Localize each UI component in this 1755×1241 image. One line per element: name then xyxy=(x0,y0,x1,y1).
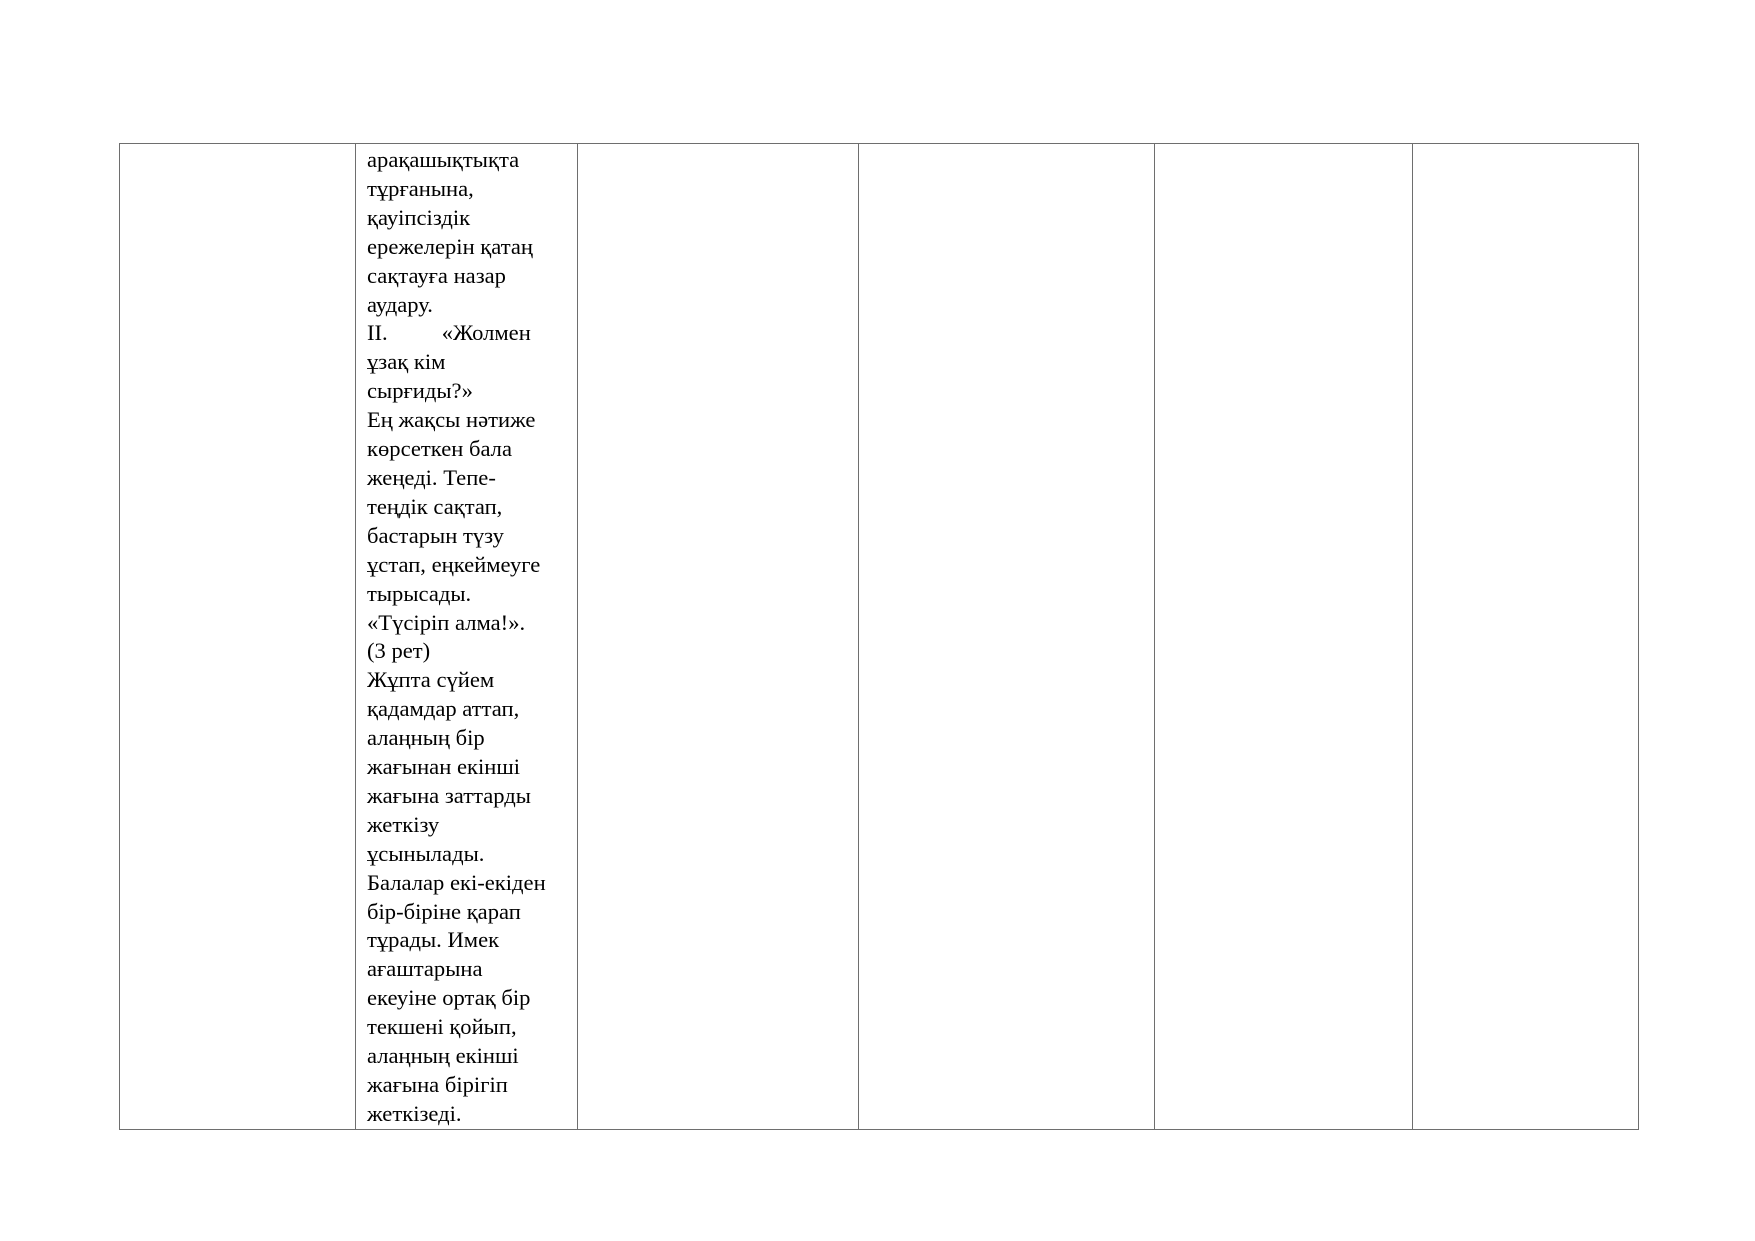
text-line: Жұпта сүйем xyxy=(367,667,495,693)
text-line: тұрғанына, xyxy=(367,175,474,201)
text-line: ұсынылады. xyxy=(367,840,485,866)
text-line: жағынан екінші xyxy=(367,754,520,780)
text-line: жеткізеді. xyxy=(367,1100,462,1126)
text-line: жағына заттарды xyxy=(367,782,531,808)
text-line: жеңеді. Тепе- xyxy=(367,464,496,490)
table-cell-col-2 xyxy=(356,144,578,1130)
text-line: аудару. xyxy=(367,291,433,317)
text-line: қадамдар аттап, xyxy=(367,696,520,722)
table-row xyxy=(120,144,1639,1130)
text-line: алаңның бір xyxy=(367,725,485,751)
cell-text-block xyxy=(356,144,577,1129)
text-line: қауіпсіздік xyxy=(367,204,471,230)
text-line: арақашықтықта xyxy=(367,147,520,172)
text-line: (3 рет) xyxy=(367,638,431,664)
text-line: Ең жақсы нәтиже xyxy=(367,407,536,433)
text-line: Балалар екі-екіден xyxy=(367,869,546,895)
table-cell-col-6 xyxy=(1413,144,1639,1130)
text-line: бір-біріне қарап xyxy=(367,898,521,924)
text-line: текшені қойып, xyxy=(367,1014,517,1040)
table-cell-col-4 xyxy=(859,144,1155,1130)
text-line: тұрады. Имек xyxy=(367,927,500,953)
text-line: «Түсіріп алма!». xyxy=(367,609,526,635)
text-line: сақтауға назар xyxy=(367,262,506,288)
section-title-start: «Жолмен xyxy=(441,320,531,346)
text-line: екеуіне ортақ бір xyxy=(367,985,531,1011)
section-number: ІІ. xyxy=(367,320,388,346)
text-line-split xyxy=(367,319,571,348)
text-line: тырысады. xyxy=(367,580,472,606)
table-cell-col-1 xyxy=(120,144,356,1130)
text-line: бастарын түзу xyxy=(367,522,504,548)
text-line: көрсеткен бала xyxy=(367,436,512,462)
text-line: ережелерін қатаң xyxy=(367,233,533,259)
text-line: ұстап, еңкеймеуге xyxy=(367,551,541,577)
text-line: ұзақ кім xyxy=(367,349,446,375)
text-line: теңдік сақтап, xyxy=(367,493,503,519)
text-line: жеткізу xyxy=(367,811,440,837)
document-table xyxy=(119,143,1639,1130)
text-line: алаңның екінші xyxy=(367,1043,519,1069)
table-cell-col-3 xyxy=(578,144,859,1130)
table-cell-col-5 xyxy=(1155,144,1413,1130)
text-line: сырғиды?» xyxy=(367,378,473,404)
text-line: ағаштарына xyxy=(367,956,483,982)
text-line: жағына бірігіп xyxy=(367,1072,508,1097)
